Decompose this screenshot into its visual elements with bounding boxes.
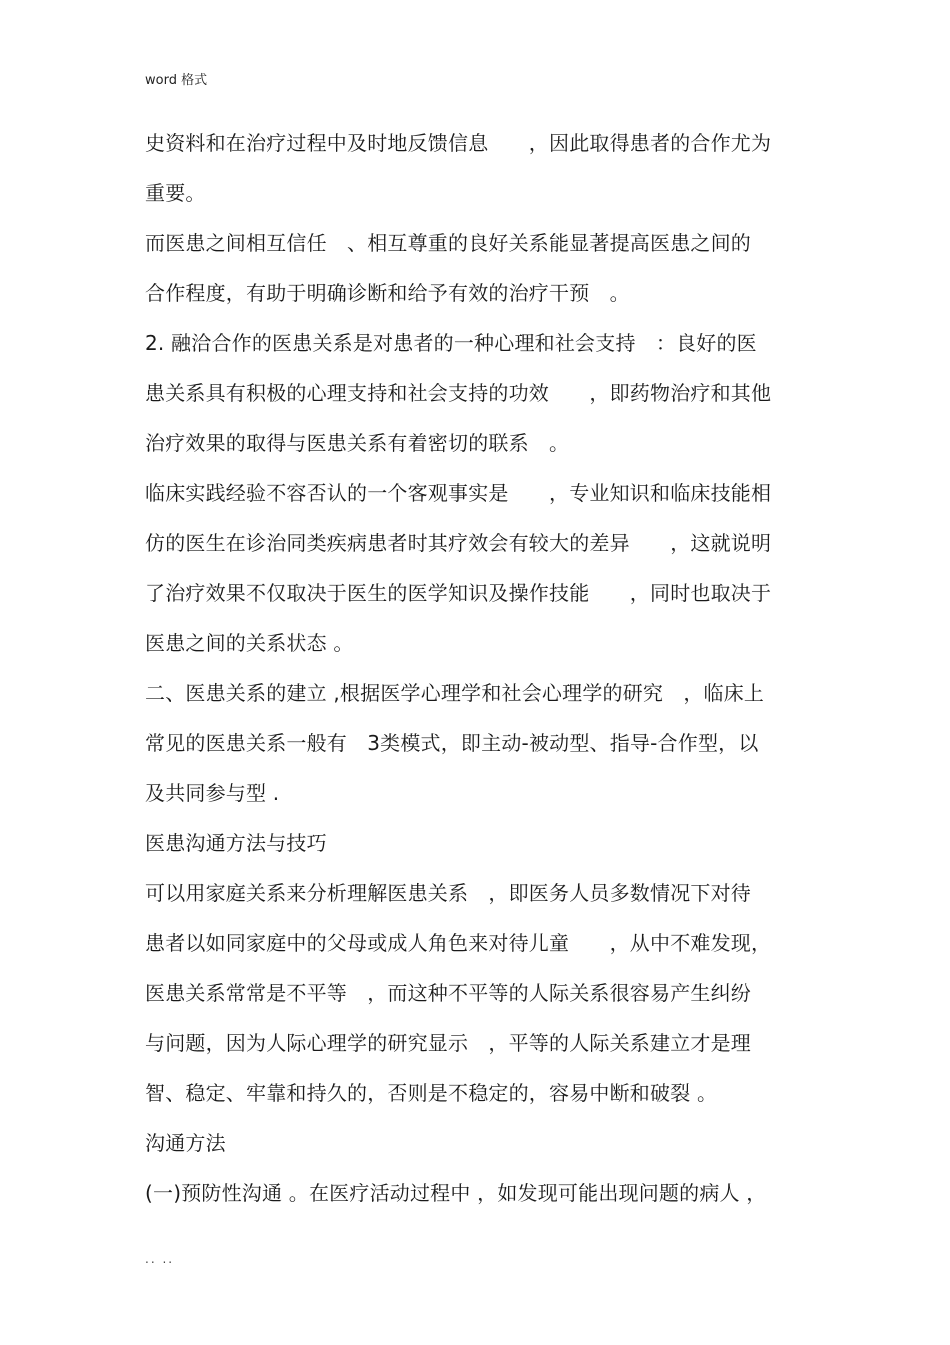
text-line: 重要。	[145, 181, 206, 205]
text-line: 了治疗效果不仅取决于医生的医学知识及操作技能 ，同时也取决于	[145, 581, 772, 605]
header-label: word 格式	[145, 73, 208, 88]
text-line: 史资料和在治疗过程中及时地反馈信息 ，因此取得患者的合作尤为	[145, 131, 772, 155]
text-line: (一)预防性沟通 。在医疗活动过程中 ，如发现可能出现问题的病人 ，	[145, 1181, 767, 1205]
section-heading: 二、医患关系的建立 ,根据医学心理学和社会心理学的研究 ，临床上	[145, 681, 765, 705]
page-footer	[145, 1252, 174, 1266]
text-line: 患关系具有积极的心理支持和社会支持的功效 ，即药物治疗和其他	[145, 381, 772, 405]
text-line: 与问题，因为人际心理学的研究显示 ，平等的人际关系建立才是理	[145, 1031, 751, 1055]
text-line: 常见的医患关系一般有 3类模式，即主动-被动型、指导-合作型，以	[145, 731, 759, 755]
page-header	[145, 72, 207, 90]
text-line: 临床实践经验不容否认的一个客观事实是 ，专业知识和临床技能相	[145, 481, 772, 505]
text-line: 医患关系常常是不平等 ，而这种不平等的人际关系很容易产生纠纷	[145, 981, 751, 1005]
text-line: 合作程度，有助于明确诊断和给予有效的治疗干预 。	[145, 281, 630, 305]
footer-marks: .. ..	[145, 1252, 175, 1266]
text-line: 仿的医生在诊治同类疾病患者时其疗效会有较大的差异 ，这就说明	[145, 531, 772, 555]
document-body	[145, 118, 825, 1218]
text-line: 及共同参与型 .	[145, 781, 280, 805]
text-line: 医患之间的关系状态 。	[145, 631, 354, 655]
text-line: 可以用家庭关系来分析理解医患关系 ，即医务人员多数情况下对待	[145, 881, 751, 905]
section-heading: 医患沟通方法与技巧	[145, 831, 327, 855]
section-heading: 沟通方法	[145, 1131, 226, 1155]
text-line: 2. 融洽合作的医患关系是对患者的一种心理和社会支持 ：良好的医	[145, 331, 757, 355]
text-line: 治疗效果的取得与医患关系有着密切的联系 。	[145, 431, 570, 455]
text-line: 智、稳定、牢靠和持久的，否则是不稳定的，容易中断和破裂 。	[145, 1081, 718, 1105]
text-line: 而医患之间相互信任 、相互尊重的良好关系能显著提高医患之间的	[145, 231, 751, 255]
text-line: 患者以如同家庭中的父母或成人角色来对待儿童 ，从中不难发现，	[145, 931, 772, 955]
